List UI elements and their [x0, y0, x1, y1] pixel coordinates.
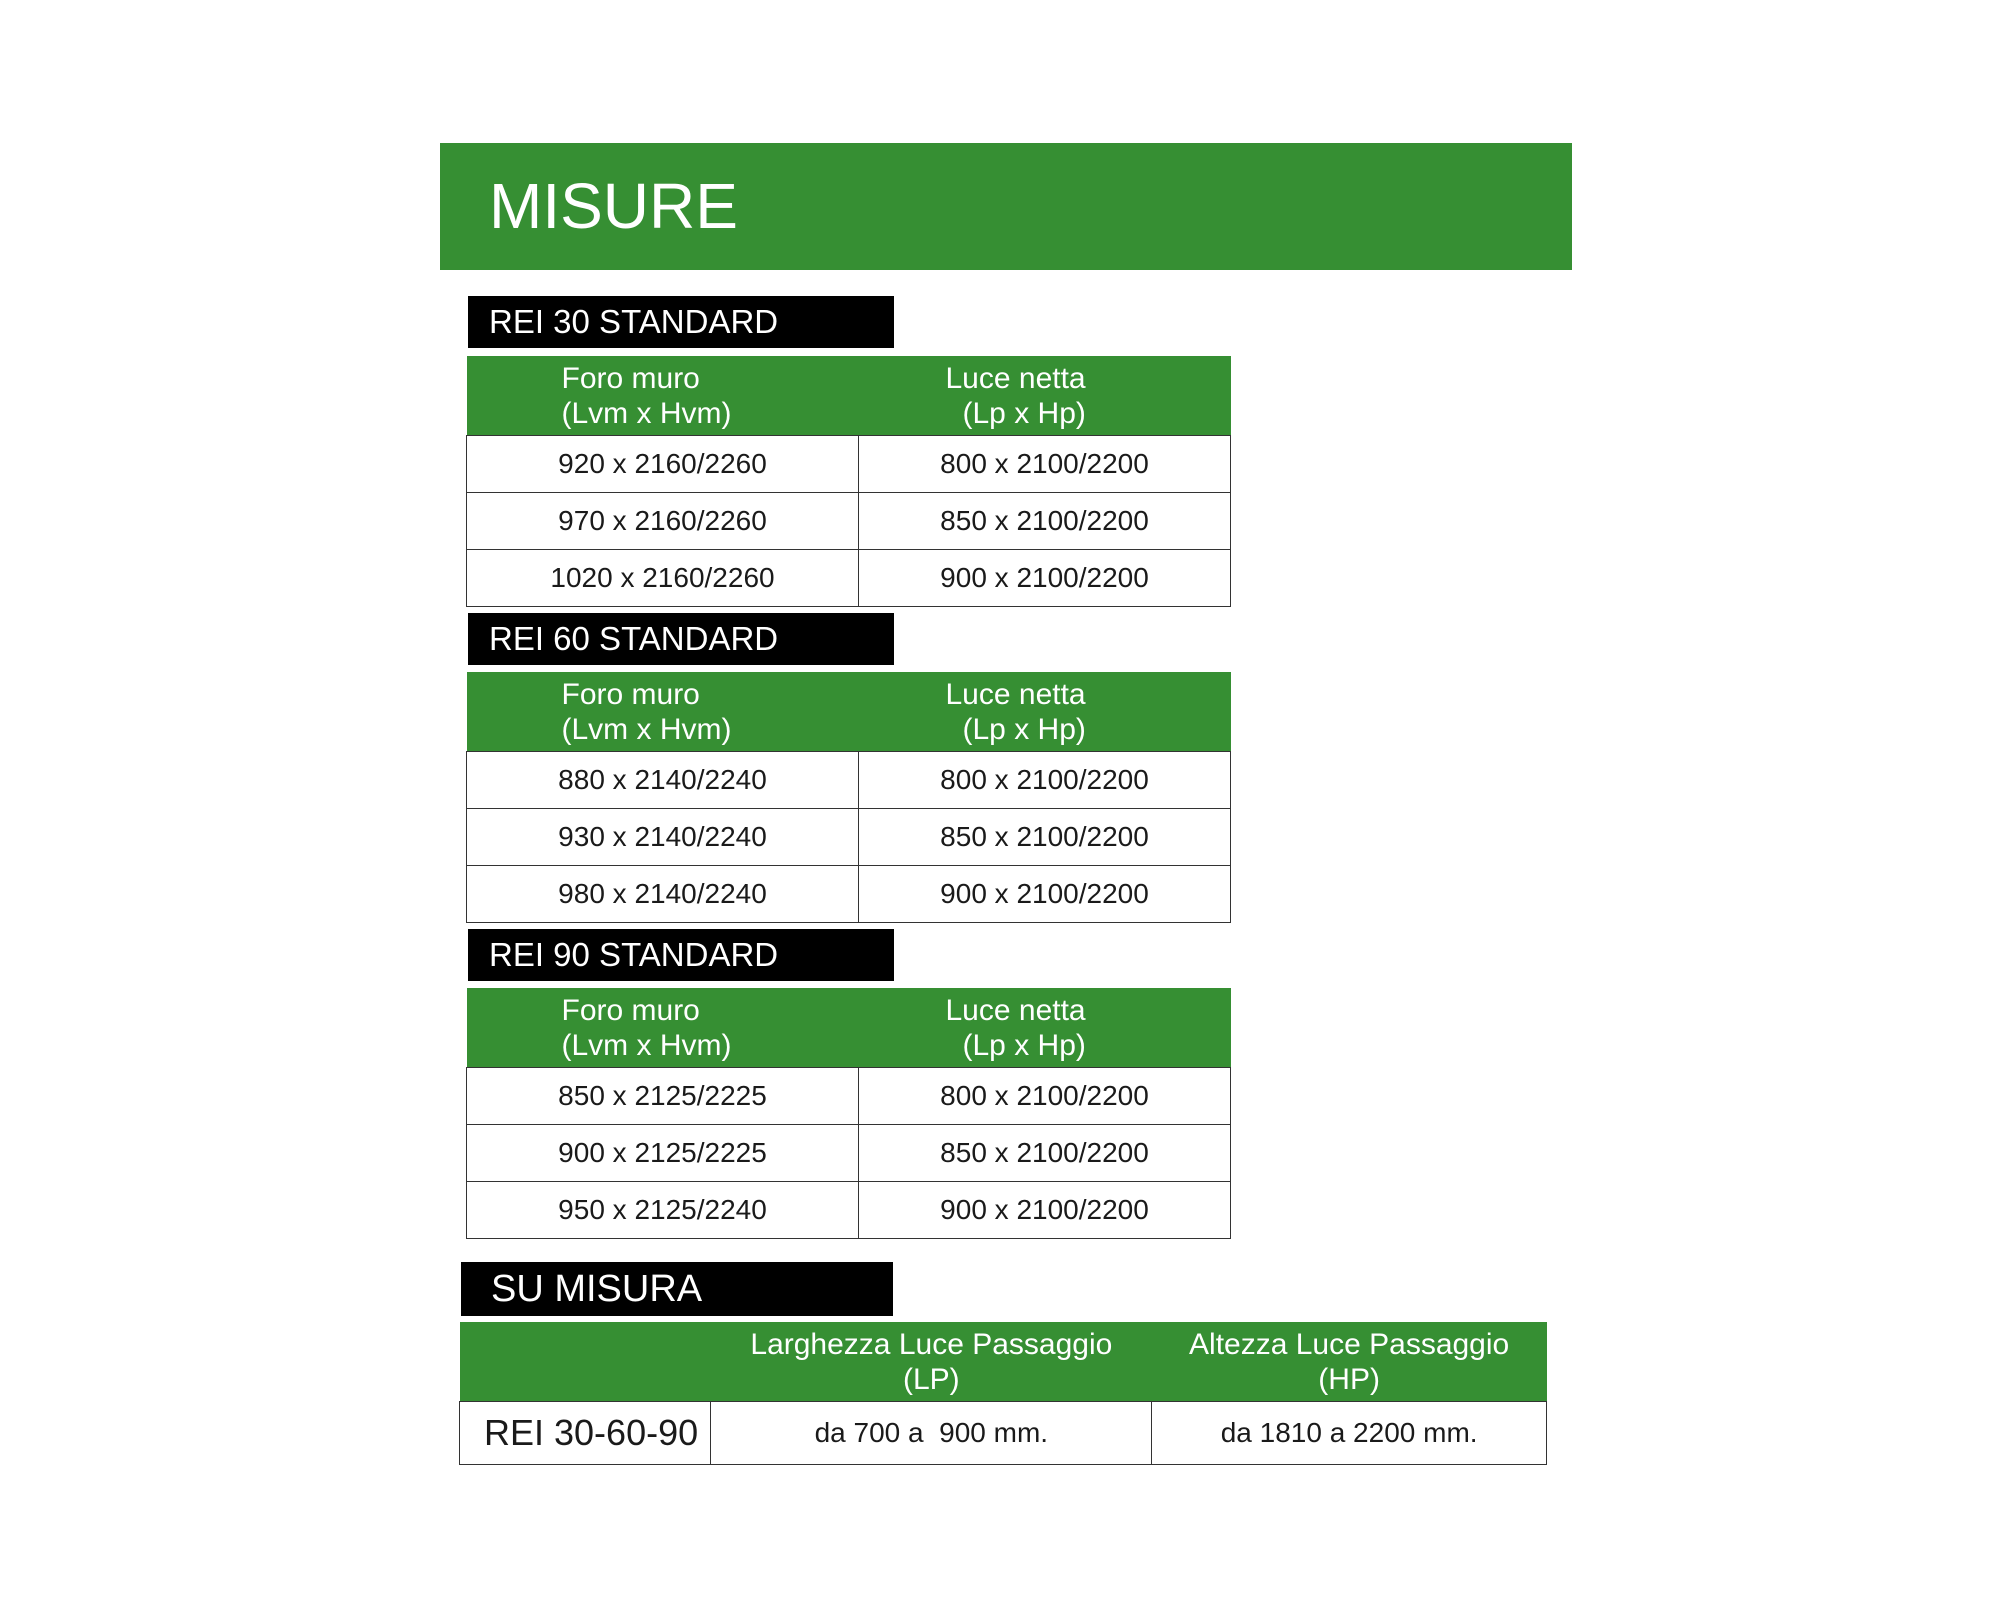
header-foro-muro: Foro muro (Lvm x Hvm)	[467, 988, 859, 1068]
table-row	[467, 752, 1231, 809]
cell-foro-muro: 950 x 2125/2240	[467, 1182, 859, 1239]
cell-rei-label: REI 30-60-90	[460, 1402, 711, 1465]
table-header-row	[460, 1322, 1547, 1402]
section-label-rei60: REI 60 STANDARD	[468, 613, 894, 665]
cell-foro-muro: 900 x 2125/2225	[467, 1125, 859, 1182]
table-row	[467, 1125, 1231, 1182]
table-row	[467, 436, 1231, 493]
header-luce-netta: Luce netta (Lp x Hp)	[859, 356, 1231, 436]
table-header-row	[467, 988, 1231, 1068]
cell-luce-netta: 850 x 2100/2200	[859, 1125, 1231, 1182]
section-label-su-misura: SU MISURA	[461, 1262, 893, 1316]
table-su-misura	[459, 1322, 1547, 1465]
cell-foro-muro: 1020 x 2160/2260	[467, 550, 859, 607]
page-title: MISURE	[489, 170, 738, 242]
table-rei60	[466, 672, 1231, 923]
table-row	[467, 1068, 1231, 1125]
cell-luce-netta: 850 x 2100/2200	[859, 493, 1231, 550]
table-row	[460, 1402, 1547, 1465]
table-row	[467, 866, 1231, 923]
cell-luce-netta: 900 x 2100/2200	[859, 550, 1231, 607]
table-row	[467, 809, 1231, 866]
table-rei90	[466, 988, 1231, 1239]
cell-foro-muro: 930 x 2140/2240	[467, 809, 859, 866]
cell-foro-muro: 880 x 2140/2240	[467, 752, 859, 809]
cell-luce-netta: 900 x 2100/2200	[859, 866, 1231, 923]
cell-luce-netta: 800 x 2100/2200	[859, 752, 1231, 809]
title-banner	[440, 143, 1572, 270]
cell-foro-muro: 920 x 2160/2260	[467, 436, 859, 493]
cell-altezza: da 1810 a 2200 mm.	[1152, 1402, 1547, 1465]
section-label-rei90: REI 90 STANDARD	[468, 929, 894, 981]
table-rei30	[466, 356, 1231, 607]
cell-foro-muro: 970 x 2160/2260	[467, 493, 859, 550]
table-row	[467, 493, 1231, 550]
header-foro-muro: Foro muro (Lvm x Hvm)	[467, 672, 859, 752]
header-luce-netta: Luce netta (Lp x Hp)	[859, 672, 1231, 752]
header-altezza-luce-passaggio: Altezza Luce Passaggio (HP)	[1152, 1322, 1547, 1402]
cell-larghezza: da 700 a 900 mm.	[711, 1402, 1152, 1465]
cell-foro-muro: 980 x 2140/2240	[467, 866, 859, 923]
table-header-row	[467, 356, 1231, 436]
cell-luce-netta: 900 x 2100/2200	[859, 1182, 1231, 1239]
header-foro-muro: Foro muro (Lvm x Hvm)	[467, 356, 859, 436]
table-row	[467, 1182, 1231, 1239]
header-larghezza-luce-passaggio: Larghezza Luce Passaggio (LP)	[711, 1322, 1152, 1402]
table-row	[467, 550, 1231, 607]
cell-luce-netta: 800 x 2100/2200	[859, 1068, 1231, 1125]
cell-foro-muro: 850 x 2125/2225	[467, 1068, 859, 1125]
table-header-row	[467, 672, 1231, 752]
cell-luce-netta: 850 x 2100/2200	[859, 809, 1231, 866]
cell-luce-netta: 800 x 2100/2200	[859, 436, 1231, 493]
section-label-rei30: REI 30 STANDARD	[468, 296, 894, 348]
header-empty	[460, 1322, 711, 1402]
header-luce-netta: Luce netta (Lp x Hp)	[859, 988, 1231, 1068]
